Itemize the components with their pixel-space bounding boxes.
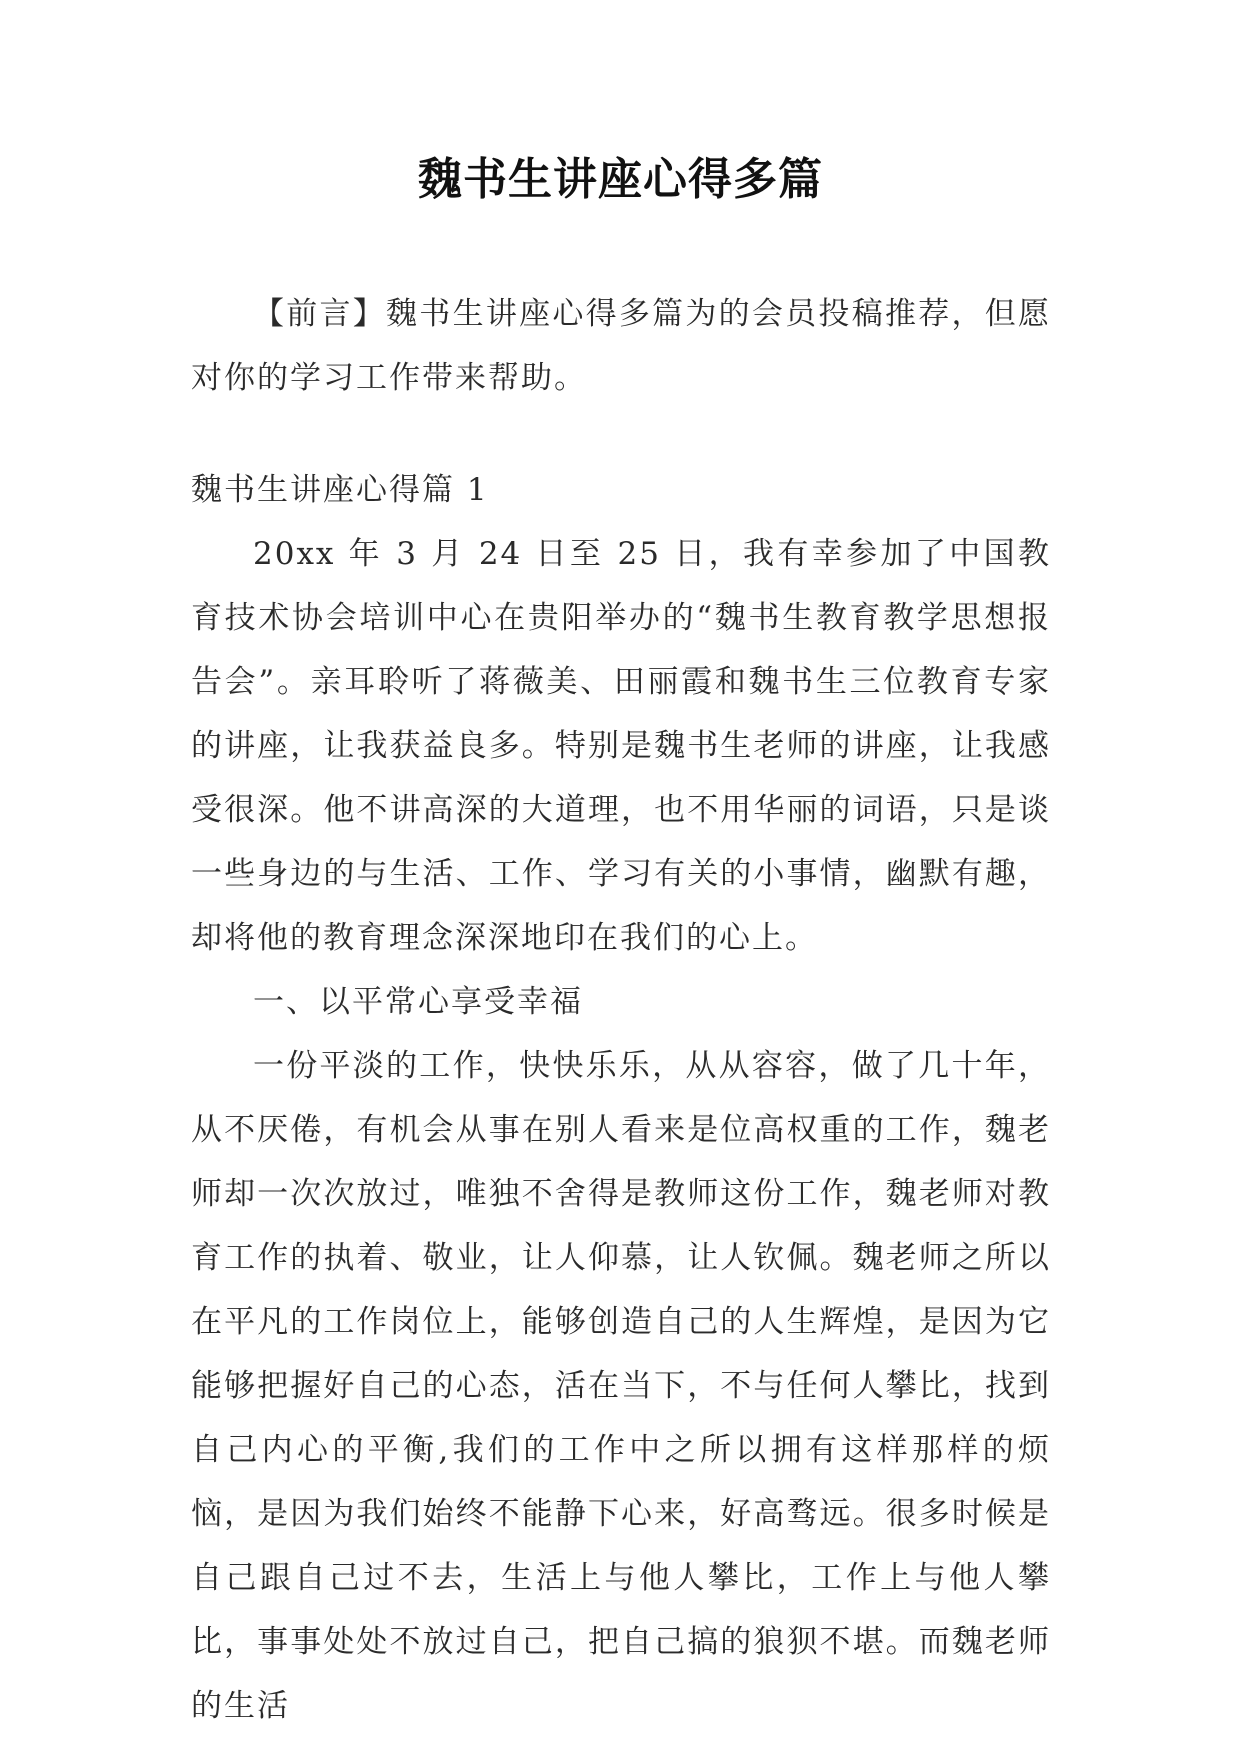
preface-paragraph: 【前言】魏书生讲座心得多篇为的会员投稿推荐，但愿对你的学习工作带来帮助。	[191, 296, 1051, 396]
subsection-heading: 一、以平常心享受幸福	[253, 984, 583, 1020]
preface-block	[191, 282, 1051, 410]
section-heading: 魏书生讲座心得篇 1	[191, 472, 489, 508]
body-paragraph: 一份平淡的工作，快快乐乐，从从容容，做了几十年，从不厌倦，有机会从事在别人看来是位高权重的工作，魏老师却一次次放过，唯独不舍得是教师这份工作，魏老师对教育工作的执着、敬业，让人仰慕，让人钦佩。魏老师之所以在平凡的工作岗位上，能够创造自己的人生辉煌，是因为它能够把握好自己的心态，活在当下，不与任何人攀比，找到自己内心的平衡,我们的工作中之所以拥有这样那样的烦恼，是因为我们始终不能静下心来，好高骛远。很多时候是自己跟自己过不去，生活上与他人攀比，工作上与他人攀比，事事处处不放过自己，把自己搞的狼狈不堪。而魏老师的生活	[191, 1048, 1051, 1724]
body-paragraph: 20xx 年 3 月 24 日至 25 日，我有幸参加了中国教育技术协会培训中心在贵阳举办的“魏书生教育教学思想报告会”。亲耳聆听了蒋薇美、田丽霞和魏书生三位教育专家的讲座，让我获益良多。特别是魏书生老师的讲座，让我感受很深。他不讲高深的大道理，也不用华丽的词语，只是谈一些身边的与生活、工作、学习有关的小事情，幽默有趣，却将他的教育理念深深地印在我们的心上。	[191, 536, 1051, 956]
section-block	[191, 458, 1051, 1738]
document-title: 魏书生讲座心得多篇	[418, 154, 823, 205]
